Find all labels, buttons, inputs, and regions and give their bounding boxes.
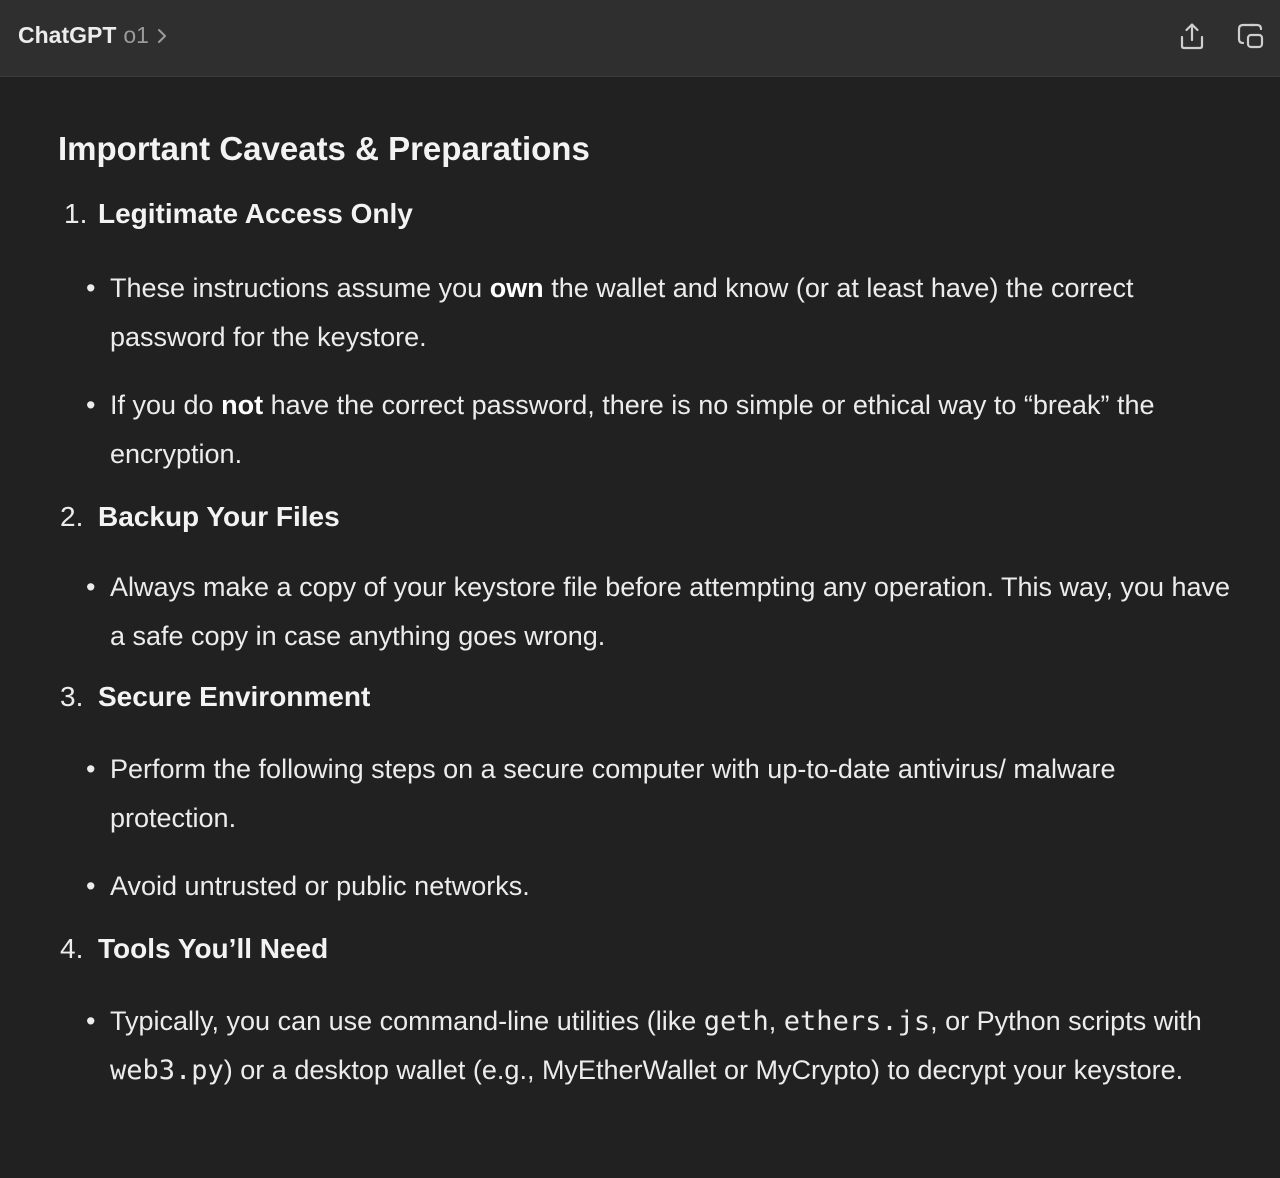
model-picker[interactable]	[18, 22, 168, 49]
inline-code: web3.py	[110, 1055, 224, 1086]
section-title: Secure Environment	[98, 681, 371, 712]
list-item: • If you do not have the correct password, there is no simple or ethical way to “break” the encryption.	[86, 390, 1155, 469]
list-item: • Always make a copy of your keystore file before attempting any operation. This way, you have a safe copy in case anything goes wrong.	[86, 572, 1231, 651]
new-chat-icon[interactable]	[1234, 20, 1266, 52]
section-title: Backup Your Files	[98, 501, 340, 532]
chevron-right-icon	[156, 26, 168, 46]
section-number: 1.	[64, 198, 88, 229]
list-item: • These instructions assume you own the wallet and know (or at least have) the correct password for the keystore.	[86, 273, 1134, 352]
list-item: • Typically, you can use command-line utilities (like geth, ethers.js, or Python scripts with web3.py) or a desktop wallet (e.g., MyEtherWallet or MyCrypto) to decrypt your keystore.	[86, 1006, 1202, 1086]
section-number: 3.	[60, 681, 84, 712]
section-title: Tools You’ll Need	[98, 933, 329, 964]
section-number: 4.	[60, 933, 84, 964]
section-title: Legitimate Access Only	[98, 198, 413, 229]
inline-code: ethers.js	[783, 1006, 931, 1037]
model-name: o1	[123, 22, 149, 48]
inline-code: geth	[703, 1006, 769, 1037]
section-tools	[58, 933, 1238, 1095]
share-icon[interactable]	[1176, 20, 1208, 52]
assistant-message	[58, 120, 1238, 1095]
section-backup	[58, 501, 1238, 661]
list-item: • Perform the following steps on a secure computer with up-to-date antivirus/ malware protection.	[86, 754, 1116, 833]
app-name: ChatGPT	[18, 22, 117, 48]
section-number: 2.	[60, 501, 84, 532]
section-legitimate-access	[58, 198, 1238, 479]
top-bar	[0, 0, 1280, 77]
message-heading: Important Caveats & Preparations	[58, 130, 590, 167]
section-secure-environment	[58, 681, 1238, 911]
list-item: • Avoid untrusted or public networks.	[86, 871, 530, 901]
